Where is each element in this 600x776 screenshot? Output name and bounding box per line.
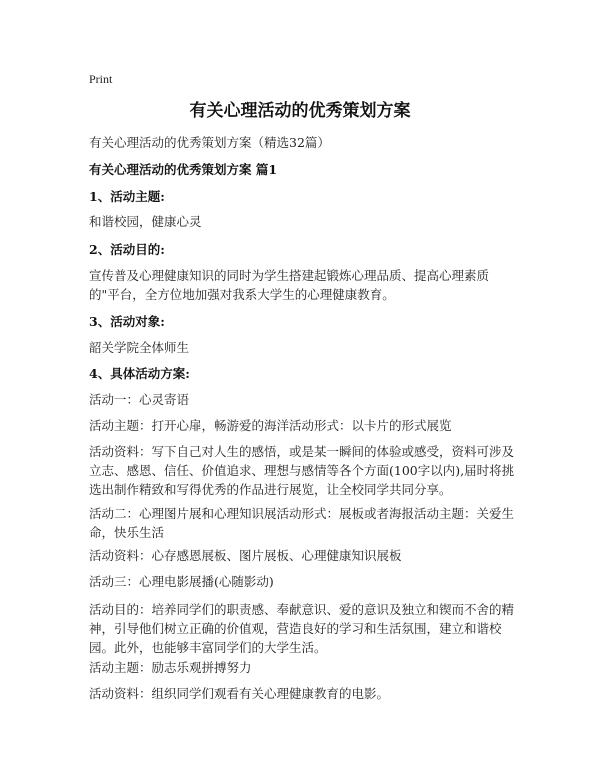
document-title: 有关心理活动的优秀策划方案 (189, 101, 411, 121)
activity-paragraph: 活动二：心理图片展和心理知识展活动形式：展板或者海报活动主题：关爱生命，快乐生活 (89, 506, 515, 540)
item-text-1: 和谐校园，健康心灵 (89, 214, 202, 229)
print-label: Print (89, 72, 113, 86)
activity-paragraph: 活动一：心灵寄语 (89, 392, 190, 407)
item-heading-3: 3、活动对象: (89, 314, 165, 329)
activity-paragraph: 活动主题：打开心扉，畅游爱的海洋活动形式：以卡片的形式展览 (89, 418, 452, 433)
activity-paragraph: 活动目的：培养同学们的职责感、奉献意识、爱的意识及独立和锲而不舍的精神，引导他们树立正确的价值观，营造良好的学习和生活氛围，建立和谐校园。此外，也能够丰富同学们的大学生活。 (89, 602, 515, 655)
activity-paragraph: 活动资料：写下自己对人生的感悟，或是某一瞬间的体验或感受，资料可涉及立志、感恩、信任、价值追求、理想与感情等各个方面(100字以内),届时将挑选出制作精致和写得优秀的作品进行展览，让全校同学共同分享。 (89, 444, 515, 497)
item-heading-4: 4、具体活动方案: (89, 366, 190, 381)
section-heading: 有关心理活动的优秀策划方案 篇1 (89, 162, 278, 177)
item-heading-1: 1、活动主题: (89, 189, 165, 204)
document-subtitle: 有关心理活动的优秀策划方案（精选32篇） (89, 135, 330, 150)
activity-paragraph: 活动主题：励志乐观拼搏努力 (89, 660, 252, 675)
item-heading-2: 2、活动目的: (89, 242, 165, 257)
activity-paragraph: 活动三：心理电影展播(心随影动) (89, 574, 274, 589)
activity-paragraph: 活动资料：心存感恩展板、图片展板、心理健康知识展板 (89, 548, 402, 563)
item-text-2: 宣传普及心理健康知识的同时为学生搭建起锻炼心理品质、提高心理素质的"平台，全方位地加强对我系大学生的心理健康教育。 (89, 268, 490, 302)
activity-paragraph: 活动资料：组织同学们观看有关心理健康教育的电影。 (89, 686, 390, 701)
item-text-3: 韶关学院全体师生 (89, 340, 190, 355)
